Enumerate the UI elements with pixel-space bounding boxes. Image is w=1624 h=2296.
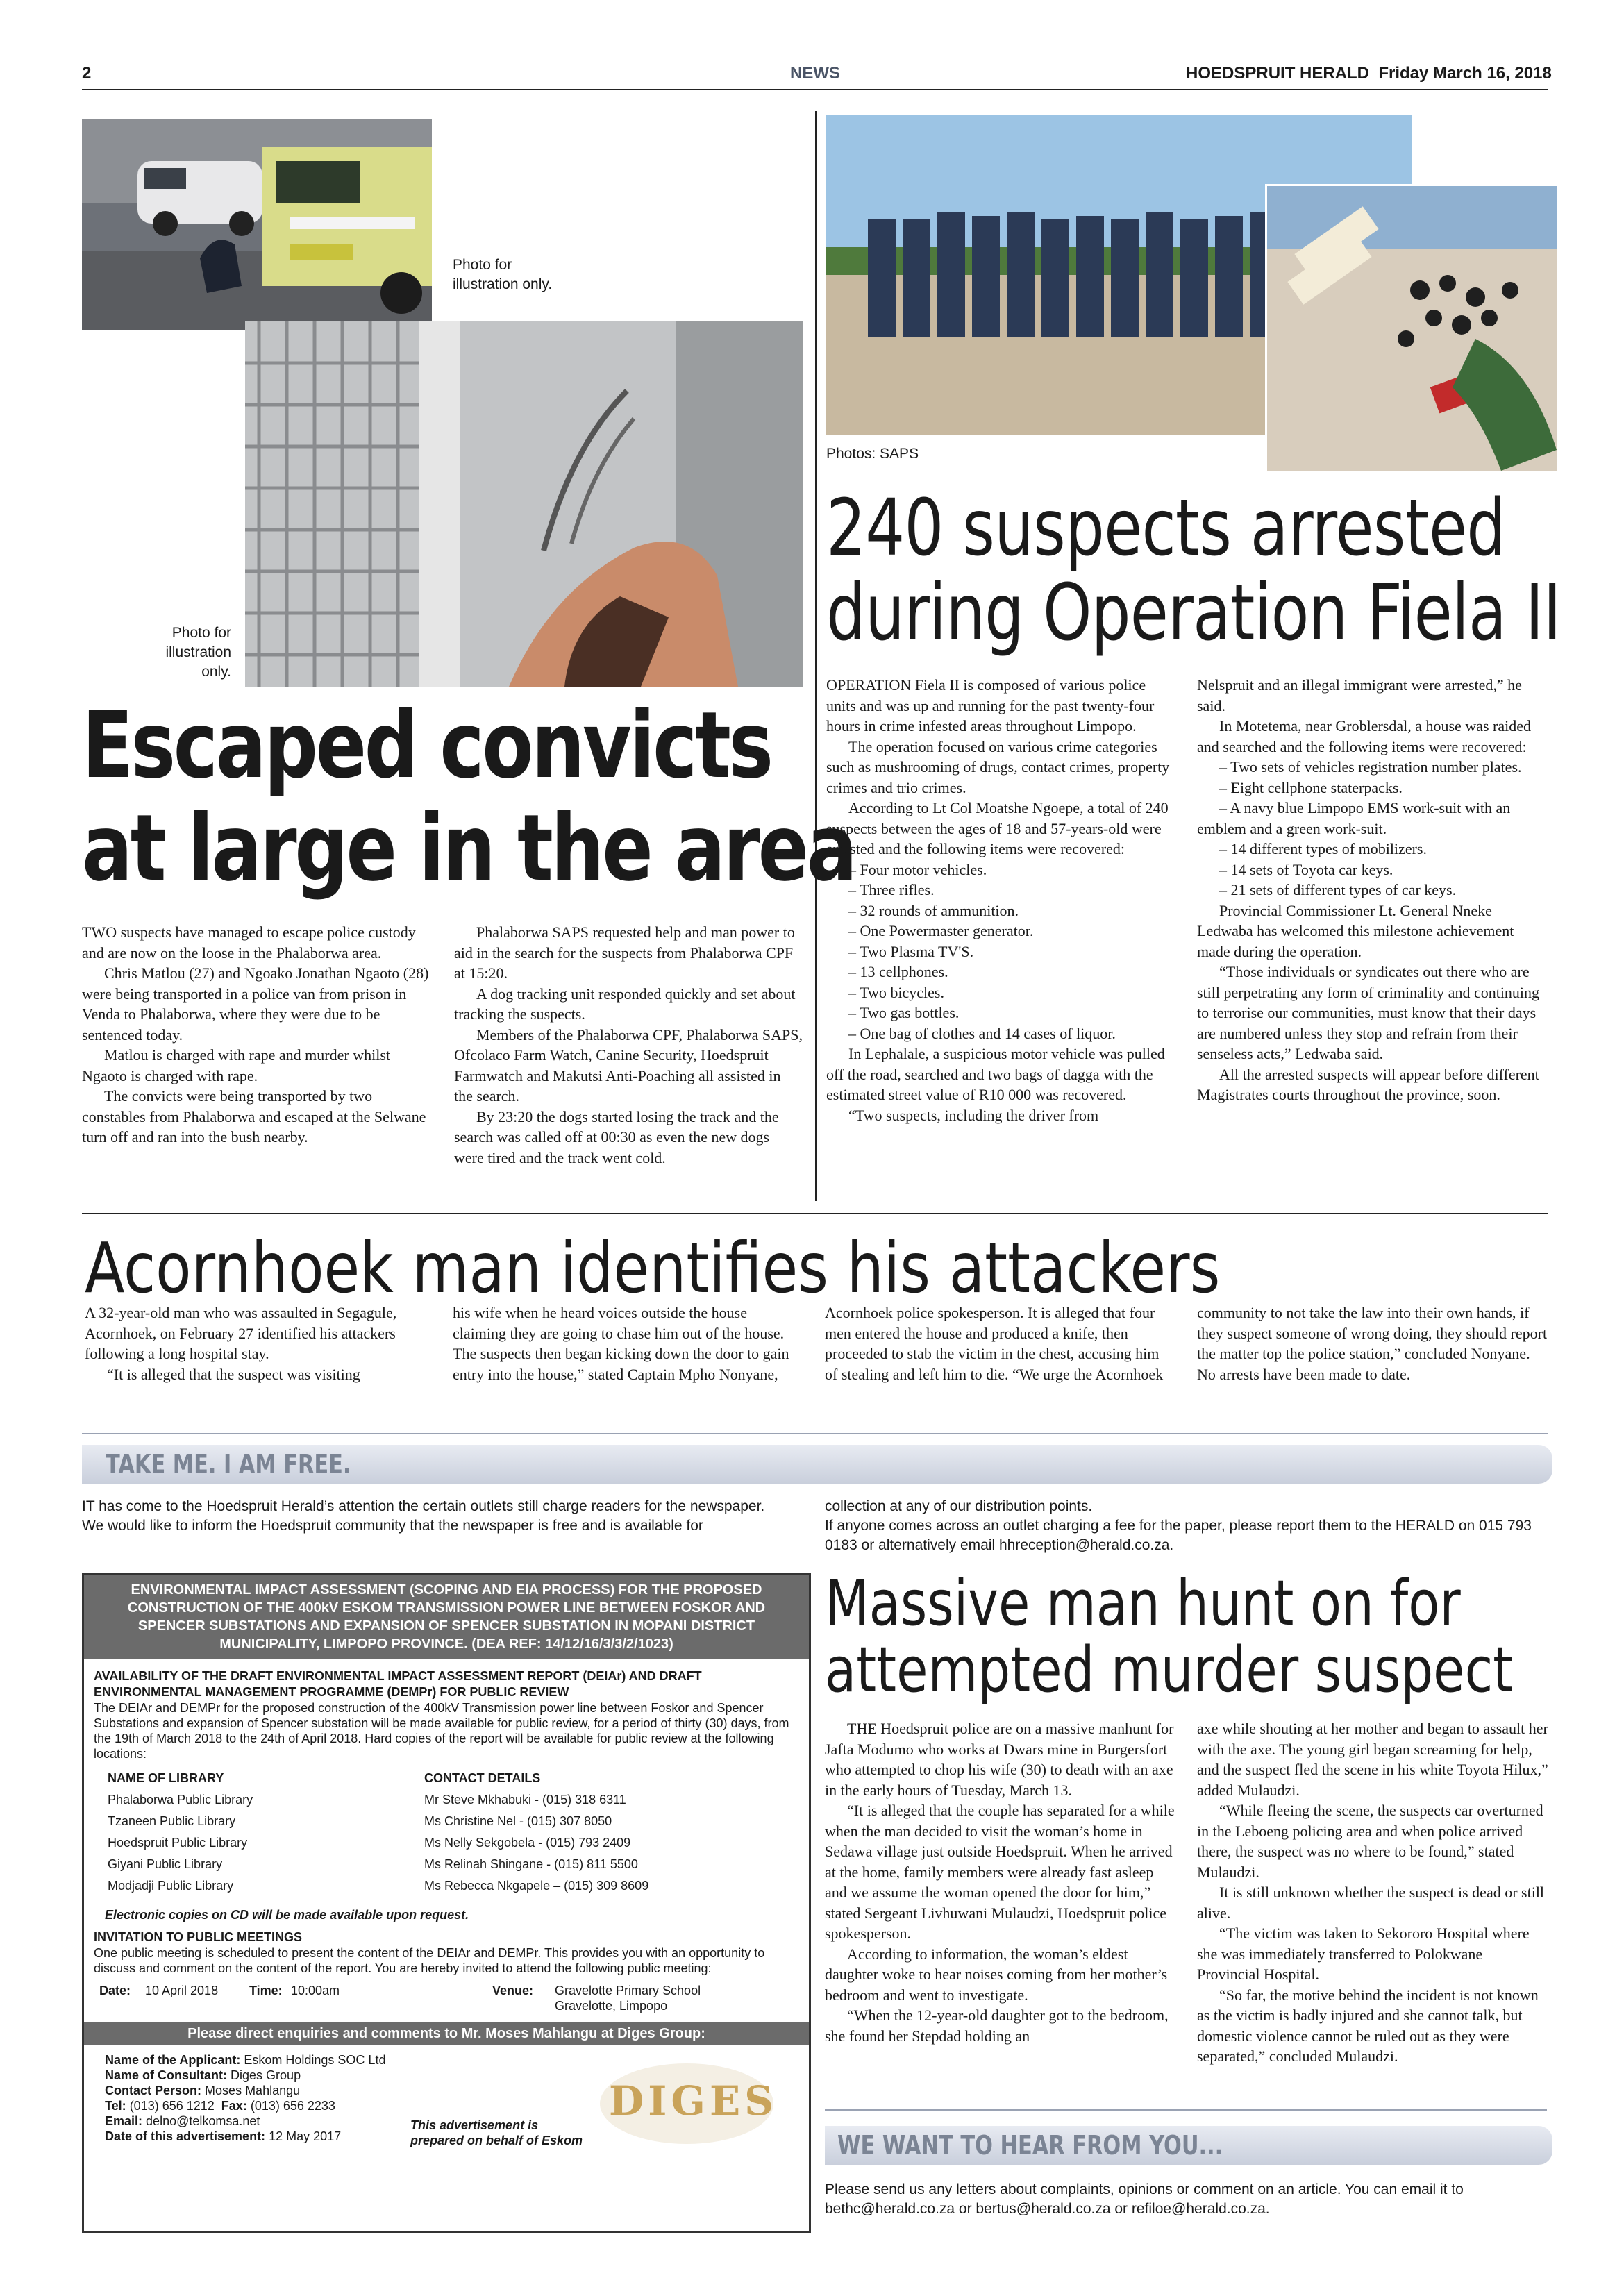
hear-text: Please send us any letters about complaints, opinions or comment on an article. You can email it to bethc@herald.co.za or bertus@herald.co.za or refiloe@herald.co.za. — [825, 2181, 1464, 2217]
acornhoek-col4: community to not take the law into their own hands, if they suspect someone of wrong doing, they should report the matter top the police station,” concluded Nonyane. No arrests have been made to date. — [1197, 1304, 1548, 1383]
hear-top-rule — [825, 2109, 1547, 2111]
library-contact: Mr Steve Mkhabuki - (015) 318 6311 — [424, 1793, 626, 1807]
library-contact: Ms Nelly Sekgobela - (015) 793 2409 — [424, 1836, 631, 1850]
library-contact: Ms Relinah Shingane - (015) 811 5500 — [424, 1857, 638, 1871]
section-label: NEWS — [790, 64, 840, 83]
library-contact: Ms Rebecca Nkgapele – (015) 309 8609 — [424, 1879, 649, 1893]
meeting-details — [94, 1983, 799, 2013]
free-notice-right: collection at any of our distribution points. If anyone comes across an outlet charging a fee for the paper, please report them to the HERALD on 015 793 0183 or alternatively email hhreception@herald.co.za. — [825, 1498, 1532, 1553]
manhunt-headline: Massive man hunt on for attempted murder suspect — [825, 1567, 1514, 1707]
time-value: 10:00am — [291, 1984, 340, 1997]
column-divider — [815, 111, 817, 1201]
applicant-details: Name of the Applicant: Eskom Holdings SOC Ltd Name of Consultant: Diges Group Contact Person: Moses Mahlangu Tel: (013) 656 1212 Fax: (013) 656 2233 Email: delno@telkomsa.net Date of this advertisement: 12 May 2017 This advertisement is prepared on behalf of Eskom DIGES — [84, 2045, 809, 2144]
enquiries-bar: Please direct enquiries and comments to Mr. Moses Mahlangu at Diges Group: — [84, 2022, 809, 2045]
page-number: 2 — [82, 64, 92, 83]
hear-banner: WE WANT TO HEAR FROM YOU... — [825, 2126, 1552, 2165]
date-value: 10 April 2018 — [145, 1984, 219, 1997]
ad-availability-text: The DEIAr and DEMPr for the proposed construction of the 400kV Transmission power line between Foskor and Spencer Substations and expansion of Spencer substation will be made available for public review, for a period of thirty (30) days, from the 19th of March 2018 to the 24th of April 2018. Hard copies of the report will be available for public review at the following locations: — [94, 1701, 789, 1761]
diges-logo — [589, 2048, 784, 2152]
escaped-article-col2: Phalaborwa SAPS requested help and man power to aid in the search for the suspects from Phalaborwa CPF at 15:20. A dog tracking unit responded quickly and set about tracking the suspects. Members of the Phalaborwa CPF, Phalaborwa SAPS, Ofcolaco Farm Watch, Canine Security, Hoedspruit Farmwatch and Makutsi Anti-Poaching all assisted in the search. By 23:20 the dogs started losing the track and the search was called off at 00:30 as even the new dogs were tired and the track went cold. — [454, 923, 803, 1166]
section-rule — [82, 1213, 1548, 1214]
manhunt-article-col2: axe while shouting at her mother and began to assault her with the axe. The young girl began screaming for help, and the suspect fled the scene in his white Toyota Hilux,” added Mulaudzi. “While fleeing the scene, the suspects car overturned in the Leboeng policing area and when police arrived there, the suspect was no where to be found,” stated Mulaudzi. It is still unknown whether the suspect is dead or still alive. “The victim was taken to Sekororo Hospital where she was immediately transferred to Polokwane Provincial Hospital. “So far, the motive behind the incident is not known as the victim is badly injured and she cannot talk, but domestic violence cannot be ruled out as they were separated,” concluded Mulaudzi. — [1197, 1720, 1548, 2065]
fiela-article-col2: Nelspruit and an illegal immigrant were arrested,” he said. In Motetema, near Groblersdal, a house was raided and searched and the following items were recovered: – Two sets of vehicles registration number plates. – Eight cellphone staterpacks. – A navy blue Limpopo EMS work-suit with an emblem and a green work-suit. – 14 different types of mobilizers. – 14 sets of Toyota car keys. – 21 sets of different types of car keys. Provincial Commissioner Lt. General Nneke Ledwaba has welcomed this milestone achievement made during the operation. “Those individuals or syndicates out there who are still perpetrating any form of criminality and continuing to terrorise our communities, must know that their days are numbered unless they stop and refrain from their senseless acts,” Ledwaba said. All the arrested suspects will appear before different Magistrates courts throughout the province, soon. — [1197, 676, 1540, 1103]
library-name: Hoedspruit Public Library — [108, 1836, 248, 1850]
free-banner: TAKE ME. I AM FREE. — [82, 1445, 1552, 1484]
ad-availability-heading: AVAILABILITY OF THE DRAFT ENVIRONMENTAL IMPACT ASSESSMENT REPORT (DEIAr) AND DRAFT ENVIRONMENTAL MANAGEMENT PROGRAMME (DEMPr) FOR PUBLIC REVIEW — [94, 1669, 702, 1699]
acornhoek-col3: Acornhoek police spokesperson. It is alleged that four men entered the house and produced a knife, then proceeded to stab the victim in the chest, accusing him of stealing and left him to die. “We urge the Acornhoek — [825, 1304, 1164, 1383]
recovered-items-photo — [1265, 184, 1559, 473]
behalf-note: This advertisement is prepared on behalf of Eskom — [410, 2118, 583, 2147]
contact-header: CONTACT DETAILS — [424, 1771, 541, 1785]
free-top-rule — [82, 1433, 1548, 1434]
masthead-date: HOEDSPRUIT HERALD Friday March 16, 2018 — [1186, 64, 1552, 83]
library-contact: Ms Christine Nel - (015) 307 8050 — [424, 1814, 612, 1828]
photo-credit: Photos: SAPS — [826, 446, 919, 462]
library-name: Tzaneen Public Library — [108, 1814, 236, 1828]
ad-title: ENVIRONMENTAL IMPACT ASSESSMENT (SCOPING AND EIA PROCESS) FOR THE PROPOSED CONSTRUCTION OF THE 400kV ESKOM TRANSMISSION POWER LINE BETWEEN FOSKOR AND SPENCER SUBSTATIONS AND EXPANSION OF SPENCER SUBSTATION IN MOPANI DISTRICT MUNICIPALITY, LIMPOPO PROVINCE. (DEA REF: 14/12/16/3/3/2/1023) — [84, 1575, 809, 1659]
handcuffs-photo — [245, 321, 803, 687]
eia-advertisement — [82, 1573, 811, 2233]
library-name: Modjadji Public Library — [108, 1879, 234, 1893]
library-header: NAME OF LIBRARY — [108, 1771, 224, 1785]
time-label: Time: — [249, 1984, 283, 1997]
acornhoek-col2: his wife when he heard voices outside the house claiming they are going to chase him out of the house. The suspects then began kicking down the door to gain entry into the house,” stated Captain Mpho Nonyane, — [453, 1304, 789, 1383]
venue-label: Venue: — [492, 1984, 534, 1997]
photo-caption-side: Photo for illustration only. — [165, 625, 231, 680]
fiela-article-col1: OPERATION Fiela II is composed of various police units and was up and running for the past twenty-four hours in crime infested areas throughout Limpopo. The operation focused on various crime categories such as mushrooming of drugs, contact crimes, property crimes and trio crimes. According to Lt Col Moatshe Ngoepe, a total of 240 suspects between the ages of 18 and 57-years-old were arrested and the following items were recovered: – Four motor vehicles. – Three rifles. – 32 rounds of ammunition. – One Powermaster generator. – Two Plasma TV'S. – 13 cellphones. – Two bicycles. – Two gas bottles. – One bag of clothes and 14 cases of liquor. In Lephalale, a suspicious motor vehicle was pulled off the road, searched and two bags of dagga with the estimated street value of R10 000 was recovered. “Two suspects, including the driver from — [826, 676, 1170, 1124]
fiela-headline: 240 suspects arrested during Operation Fiela II — [826, 483, 1562, 658]
header-rule — [82, 89, 1548, 90]
escaped-headline: Escaped convicts at large in the area — [82, 692, 855, 902]
acornhoek-headline: Acornhoek man identifies his attackers — [85, 1227, 1221, 1309]
venue-value: Gravelotte Primary School Gravelotte, Limpopo — [555, 1984, 701, 2013]
acornhoek-col1: A 32-year-old man who was assaulted in Segagule, Acornhoek, on February 27 identified his attackers following a long hospital stay. “It is alleged that the suspect was visiting — [85, 1304, 397, 1383]
cd-note: Electronic copies on CD will be made available upon request. — [105, 1908, 469, 1922]
meeting-heading: INVITATION TO PUBLIC MEETINGS — [94, 1930, 303, 1944]
library-name: Phalaborwa Public Library — [108, 1793, 253, 1807]
library-name: Giyani Public Library — [108, 1857, 223, 1871]
svg-text:DIGES: DIGES — [609, 2077, 778, 2125]
meeting-text: One public meeting is scheduled to present the content of the DEIAr and DEMPr. This provides you with an opportunity to discuss and comment on the content of the report. You are hereby invited to attend the following public meeting: — [94, 1946, 765, 1975]
library-table — [94, 1771, 799, 1900]
police-van-photo — [82, 119, 432, 330]
escaped-article-col1: TWO suspects have managed to escape police custody and are now on the loose in the Phalaborwa area. Chris Matlou (27) and Ngoako Jonathan Ngaoto (28) were being transported in a police van from prison in Venda to Phalaborwa, where they were due to be sentenced today. Matlou is charged with rape and murder whilst Ngaoto is charged with rape. The convicts were being transported by two constables from Phalaborwa and escaped at the Selwane turn off and ran into the bush nearby. — [82, 923, 429, 1146]
free-notice-left: IT has come to the Hoedspruit Herald’s attention the certain outlets still charge readers for the newspaper. We would like to inform the Hoedspruit community that the newspaper is free and is available for — [82, 1498, 765, 1534]
manhunt-article-col1: THE Hoedspruit police are on a massive manhunt for Jafta Modumo who works at Dwars mine in Burgersfort who attempted to chop his wife (30) to death with an axe in the early hours of Tuesday, March 13. “It is alleged that the couple has separated for a while when the man decided to visit the woman’s home in Sedawa village just outside Hoedspruit. When he arrived at the home, family members were already fast asleep and we assume the woman opened the door for him,” stated Sergeant Livhuwani Mulaudzi, Hoedspruit police spokesperson. According to information, the woman’s eldest daughter woke to hear noises coming from her mother’s bedroom and went to investigate. “When the 12-year-old daughter got to the bedroom, she found her Stepdad holding an — [825, 1720, 1175, 2045]
date-label: Date: — [99, 1984, 131, 1997]
photo-caption-top: Photo for illustration only. — [453, 257, 553, 292]
